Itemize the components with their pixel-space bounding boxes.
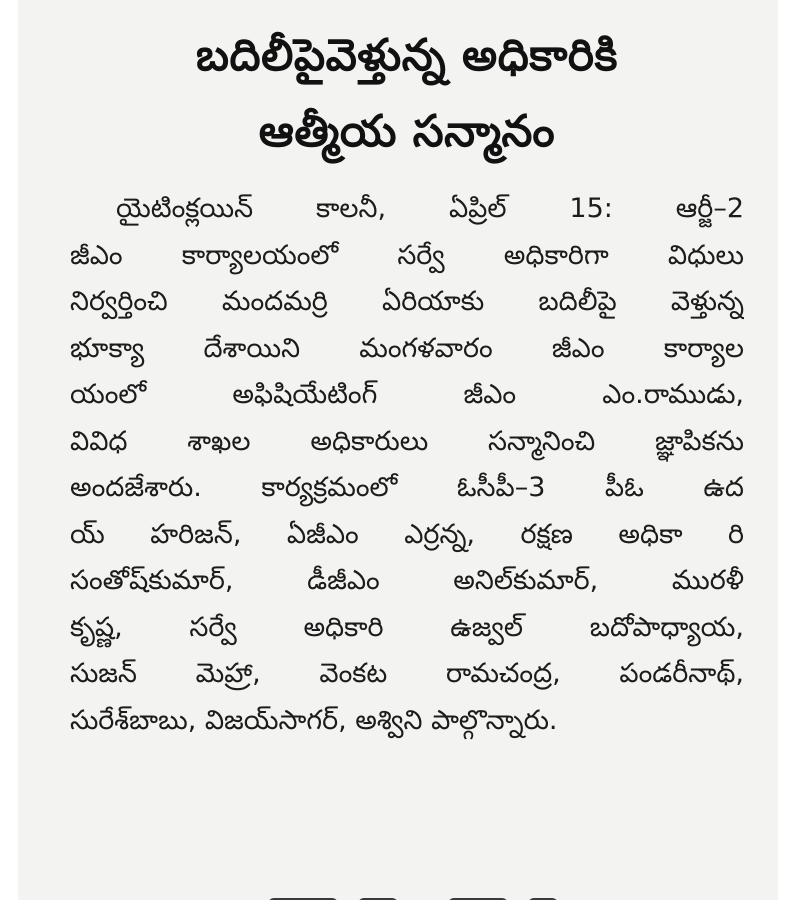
body-line: సుజన్ మెహ్రా, వెంకట రామచంద్ర, పండరీనాథ్,: [70, 658, 744, 689]
article-body: [70, 186, 744, 744]
body-line: వివిధ శాఖల అధికారులు సన్మానించి జ్ఞాపికను: [70, 425, 744, 457]
article-headline: [70, 18, 744, 170]
body-line: నిర్వర్తించి మందమర్రి ఏరియాకు బదిలీపై వెళ్తున్న: [70, 286, 744, 317]
cut-off-next-headline: [18, 888, 778, 900]
body-line: య్ హరిజన్, ఏజీఎం ఎర్రన్న, రక్షణ అధికా రి: [70, 518, 744, 550]
newspaper-clipping: [18, 0, 778, 900]
body-line: సురేశ్‌బాబు, విజయ్‌సాగర్, అశ్విని పాల్గొన్నారు.: [70, 704, 558, 736]
headline-line-2: ఆత్మీయ సన్మానం: [258, 106, 556, 157]
body-line: కృష్ణ, సర్వే అధికారి ఉజ్వల్ బదోపాధ్యాయ,: [70, 611, 744, 643]
body-line: జీఎం కార్యాలయంలో సర్వే అధికారిగా విధులు: [70, 239, 744, 271]
body-line: భూక్యా దేశాయిని మంగళవారం జీఎం కార్యాల: [70, 332, 744, 364]
body-line: సంతోష్‌కుమార్, డీజీఎం అనిల్‌కుమార్, మురళీ: [70, 565, 744, 596]
headline-line-1: బదిలీపైవెళ్తున్న అధికారికి: [196, 30, 618, 81]
body-line: యంలో అఫిషియేటింగ్ జీఎం ఎం.రాముడు,: [70, 379, 744, 410]
body-line: యైటింక్లయిన్ కాలనీ, ఏప్రిల్ 15: ఆర్జీ–2: [116, 193, 744, 224]
body-line: అందజేశారు. కార్యక్రమంలో ఓసీపీ–3 పీఓ ఉద: [70, 472, 744, 503]
